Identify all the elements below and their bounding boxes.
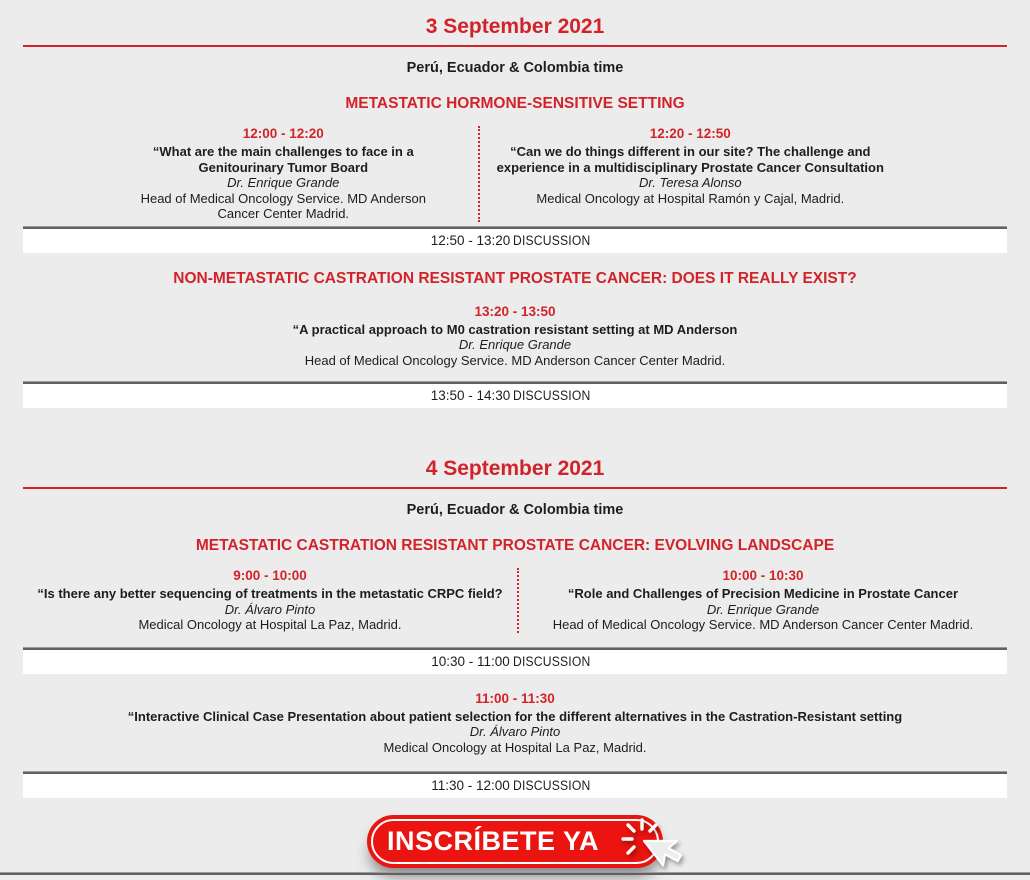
session-title: “Interactive Clinical Case Presentation about patient selection for the different alternatives in the Castration-Resistant setting [127, 708, 903, 724]
register-button-label: INSCRÍBETE YA [386, 826, 600, 856]
register-button[interactable] [367, 815, 663, 868]
discussion-bar [23, 774, 1007, 798]
session-time: 9:00 - 10:00 [233, 568, 307, 583]
session-time: 12:20 - 12:50 [649, 126, 731, 141]
day1-sessions-row [23, 126, 1007, 222]
session-time: 13:20 - 13:50 [474, 303, 556, 319]
session-title: “Role and Challenges of Precision Medicine in Prostate Cancer [567, 586, 959, 601]
session-affiliation: Medical Oncology at Hospital La Paz, Madrid. [138, 617, 402, 632]
discussion-bar [23, 384, 1007, 408]
session-speaker: Dr. Álvaro Pinto [469, 724, 561, 739]
session-affiliation: Medical Oncology at Hospital La Paz, Madrid. [383, 739, 647, 755]
session [517, 568, 1007, 633]
day1-section1-heading: METASTATIC HORMONE-SENSITIVE SETTING [345, 95, 685, 112]
day1-date-heading: 3 September 2021 [425, 15, 605, 38]
day2-date-heading: 4 September 2021 [425, 457, 605, 480]
session-speaker: Dr. Teresa Alonso [638, 175, 742, 190]
session-time: 10:00 - 10:30 [722, 568, 804, 583]
session-time: 11:00 - 11:30 [475, 690, 555, 706]
day2-sessions-row [23, 568, 1007, 633]
day1-section [0, 0, 1030, 408]
day2-timezone-label: Perú, Ecuador & Colombia time [406, 502, 624, 518]
session-speaker: Dr. Enrique Grande [458, 337, 572, 352]
session-time: 12:00 - 12:20 [242, 126, 324, 141]
discussion-time: 13:50 - 14:30 [430, 388, 511, 403]
session-title: “Is there any better sequencing of treatments in the metastatic CRPC field? [37, 586, 503, 601]
discussion-label: DISCUSSION [512, 653, 591, 669]
double-rule [0, 872, 1030, 875]
session-affiliation: Medical Oncology at Hospital Ramón y Cajal, Madrid. [536, 190, 845, 206]
day2-section1-heading: METASTATIC CASTRATION RESISTANT PROSTATE CANCER: EVOLVING LANDSCAPE [195, 537, 835, 554]
discussion-time: 10:30 - 11:00 [431, 653, 510, 669]
session-affiliation: Head of Medical Oncology Service. MD Anderson Cancer Center Madrid. [140, 190, 426, 221]
click-cursor-icon [619, 816, 689, 880]
session [23, 126, 478, 222]
day2-section [0, 457, 1030, 798]
discussion-label: DISCUSSION [512, 778, 591, 793]
cta-row [0, 815, 1030, 868]
discussion-bar [23, 650, 1007, 674]
discussion-time: 11:30 - 12:00 [431, 778, 510, 793]
session-affiliation: Head of Medical Oncology Service. MD Anderson Cancer Center Madrid. [552, 617, 974, 632]
day1-timezone-label: Perú, Ecuador & Colombia time [406, 60, 624, 76]
session-speaker: Dr. Enrique Grande [227, 175, 340, 190]
session-speaker: Dr. Álvaro Pinto [224, 601, 316, 617]
session [23, 568, 517, 633]
session [478, 126, 1007, 222]
session-title: “Can we do things different in our site? The challenge and experience in a multidisciplinary Prostate Cancer Consultation [496, 144, 884, 175]
red-divider [23, 487, 1007, 489]
discussion-label: DISCUSSION [513, 232, 591, 248]
red-divider [23, 45, 1007, 47]
session [23, 304, 1007, 369]
discussion-bar [23, 229, 1007, 253]
day1-section2-heading: NON-METASTATIC CASTRATION RESISTANT PROSTATE CANCER: DOES IT REALLY EXIST? [173, 269, 857, 287]
session [23, 691, 1007, 756]
discussion-time: 12:50 - 13:20 [430, 232, 511, 248]
session-speaker: Dr. Enrique Grande [706, 601, 820, 617]
session-title: “What are the main challenges to face in a Genitourinary Tumor Board [152, 144, 414, 175]
session-title: “A practical approach to M0 castration resistant setting at MD Anderson [292, 321, 738, 337]
discussion-label: DISCUSSION [513, 388, 591, 403]
session-affiliation: Head of Medical Oncology Service. MD Anderson Cancer Center Madrid. [304, 352, 726, 368]
